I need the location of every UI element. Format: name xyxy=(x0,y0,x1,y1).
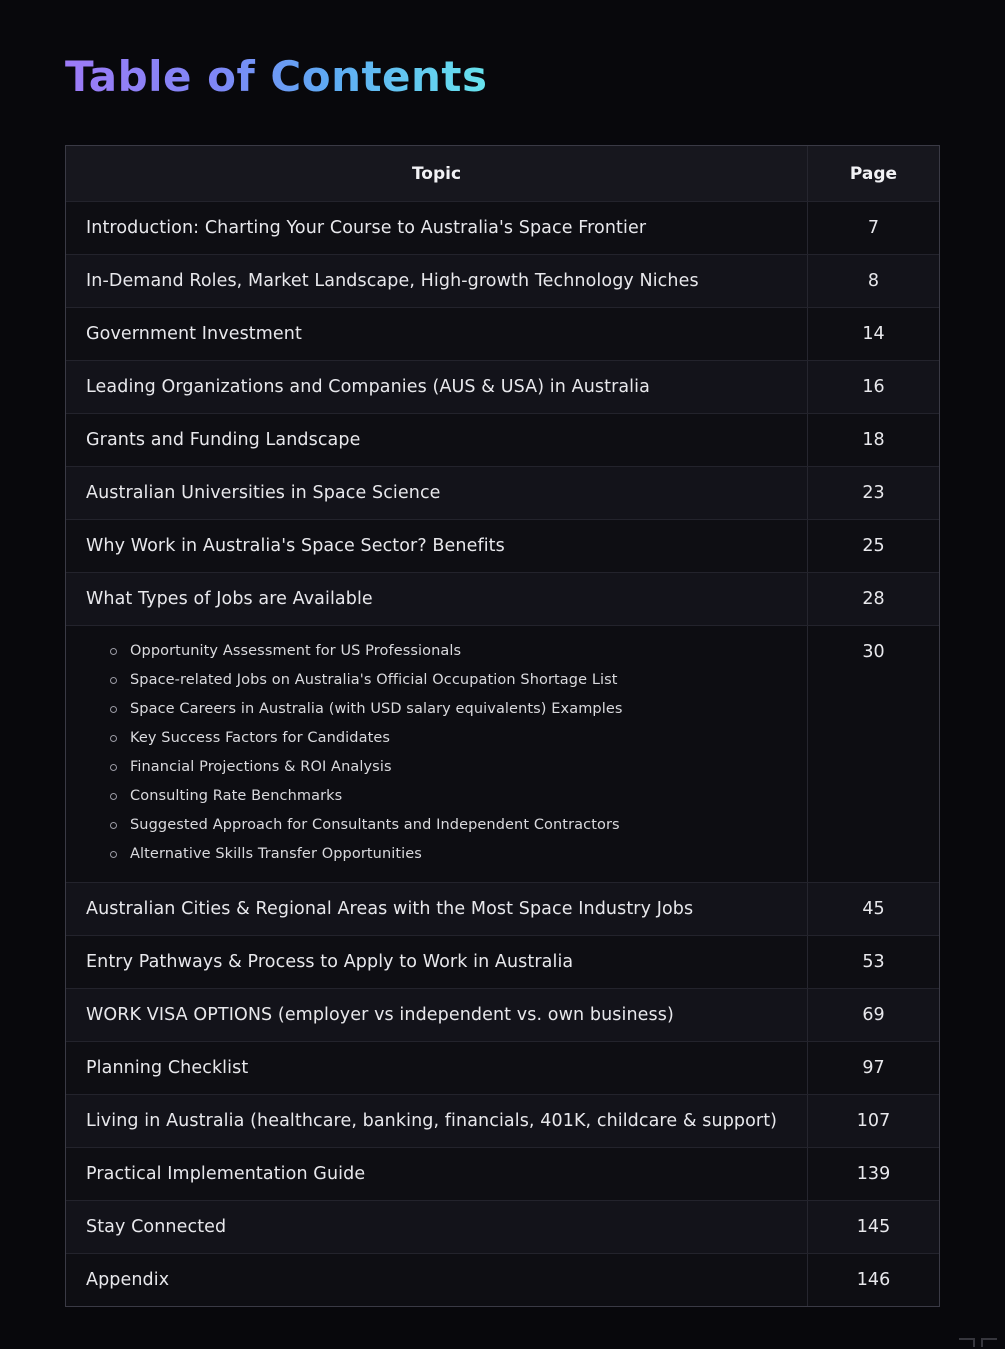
topic-cell: Leading Organizations and Companies (AUS & USA) in Australia xyxy=(86,377,650,397)
topic-cell: Practical Implementation Guide xyxy=(86,1164,366,1184)
table-row xyxy=(66,1041,939,1094)
topic-cell: Stay Connected xyxy=(86,1217,227,1237)
sublist-item-label: Financial Projections & ROI Analysis xyxy=(130,759,392,775)
table-row xyxy=(66,360,939,413)
table-row xyxy=(66,307,939,360)
table-row xyxy=(66,935,939,988)
table-row xyxy=(66,882,939,935)
topic-cell: What Types of Jobs are Available xyxy=(86,589,373,609)
circle-bullet-icon xyxy=(110,677,117,684)
topic-cell: Australian Cities & Regional Areas with the Most Space Industry Jobs xyxy=(86,899,694,919)
table-row xyxy=(66,988,939,1041)
sublist-item-label: Suggested Approach for Consultants and Independent Contractors xyxy=(130,817,620,833)
table-row xyxy=(66,254,939,307)
sub-topic-list xyxy=(86,637,623,869)
table-row xyxy=(66,1094,939,1147)
table-row xyxy=(66,201,939,254)
sublist-item xyxy=(110,666,623,695)
topic-cell: Entry Pathways & Process to Apply to Work in Australia xyxy=(86,952,574,972)
sublist-item xyxy=(110,637,623,666)
table-row xyxy=(66,1253,939,1306)
page-cell: 145 xyxy=(807,1201,939,1253)
circle-bullet-icon xyxy=(110,793,117,800)
topic-cell xyxy=(66,626,807,882)
sublist-item-label: Space Careers in Australia (with USD salary equivalents) Examples xyxy=(130,701,623,717)
topic-cell: Grants and Funding Landscape xyxy=(86,430,361,450)
circle-bullet-icon xyxy=(110,822,117,829)
topic-cell: Government Investment xyxy=(86,324,302,344)
sublist-item xyxy=(110,753,623,782)
sublist-item xyxy=(110,840,623,869)
topic-cell: Introduction: Charting Your Course to Australia's Space Frontier xyxy=(86,218,647,238)
toc-table xyxy=(65,145,940,1307)
page-cell: 28 xyxy=(807,573,939,625)
sublist-item-label: Consulting Rate Benchmarks xyxy=(130,788,343,804)
sublist-item xyxy=(110,724,623,753)
page-cell: 146 xyxy=(807,1254,939,1306)
topic-column-header: Topic xyxy=(411,163,462,184)
toc-body xyxy=(66,201,939,1306)
table-row xyxy=(66,413,939,466)
page-cell: 30 xyxy=(807,626,939,882)
page-cell: 25 xyxy=(807,520,939,572)
page-cell: 14 xyxy=(807,308,939,360)
page-cell: 8 xyxy=(807,255,939,307)
circle-bullet-icon xyxy=(110,706,117,713)
circle-bullet-icon xyxy=(110,735,117,742)
circle-bullet-icon xyxy=(110,648,117,655)
table-row xyxy=(66,1200,939,1253)
table-subrow xyxy=(66,625,939,882)
page-cell: 97 xyxy=(807,1042,939,1094)
table-row xyxy=(66,519,939,572)
page-cell: 139 xyxy=(807,1148,939,1200)
page-title: Table of Contents xyxy=(65,52,488,101)
sublist-item-label: Space-related Jobs on Australia's Official Occupation Shortage List xyxy=(130,672,618,688)
topic-cell: Appendix xyxy=(86,1270,170,1290)
table-header-row xyxy=(66,146,939,201)
sublist-item xyxy=(110,811,623,840)
page-cell: 7 xyxy=(807,202,939,254)
table-row xyxy=(66,466,939,519)
topic-cell: Living in Australia (healthcare, banking, financials, 401K, childcare & support) xyxy=(86,1111,778,1131)
page-cell: 16 xyxy=(807,361,939,413)
table-row xyxy=(66,1147,939,1200)
watermark-logo-icon xyxy=(959,1338,997,1347)
circle-bullet-icon xyxy=(110,764,117,771)
topic-cell: Planning Checklist xyxy=(86,1058,249,1078)
page-column-header: Page xyxy=(807,146,939,201)
circle-bullet-icon xyxy=(110,851,117,858)
table-row xyxy=(66,572,939,625)
page-cell: 45 xyxy=(807,883,939,935)
topic-cell: Australian Universities in Space Science xyxy=(86,483,441,503)
sublist-item-label: Opportunity Assessment for US Professionals xyxy=(130,643,462,659)
topic-cell: WORK VISA OPTIONS (employer vs independent vs. own business) xyxy=(86,1005,674,1025)
page-cell: 107 xyxy=(807,1095,939,1147)
topic-cell: In-Demand Roles, Market Landscape, High-growth Technology Niches xyxy=(86,271,699,291)
sublist-item xyxy=(110,695,623,724)
page-cell: 53 xyxy=(807,936,939,988)
sublist-item-label: Key Success Factors for Candidates xyxy=(130,730,391,746)
topic-cell: Why Work in Australia's Space Sector? Benefits xyxy=(86,536,505,556)
sublist-item-label: Alternative Skills Transfer Opportunities xyxy=(130,846,422,862)
sublist-item xyxy=(110,782,623,811)
page-cell: 69 xyxy=(807,989,939,1041)
page-cell: 18 xyxy=(807,414,939,466)
page-cell: 23 xyxy=(807,467,939,519)
